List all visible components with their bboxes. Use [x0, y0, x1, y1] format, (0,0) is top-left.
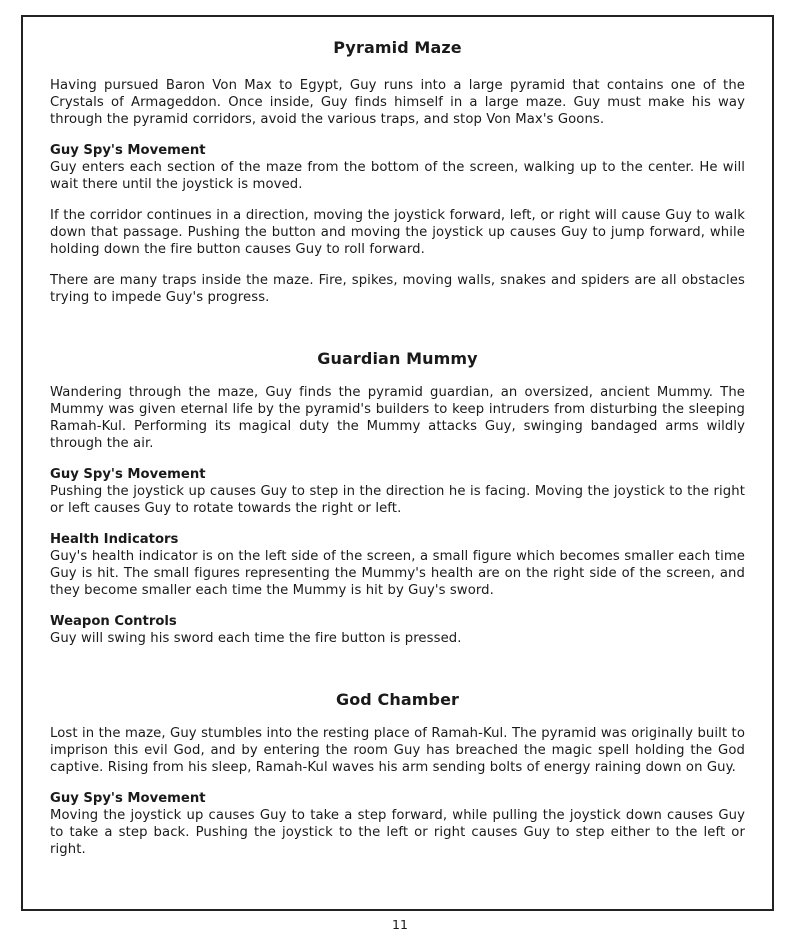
subheading: Guy Spy's Movement [50, 791, 206, 806]
subheading: Guy Spy's Movement [50, 467, 206, 482]
section-intro: Wandering through the maze, Guy finds the pyramid guardian, an oversized, ancient Mummy. The Mummy was given eternal life by the pyramid's builders to keep intruders from disturbing the sleeping Ramah-Kul. Performing its magical duty the Mummy attacks Guy, swinging bandaged arms wildly through the air. [50, 385, 745, 451]
subheading: Guy Spy's Movement [50, 143, 206, 158]
section-title: God Chamber [335, 690, 460, 709]
paragraph: Pushing the joystick up causes Guy to step in the direction he is facing. Moving the joystick to the right or left causes Guy to rotate towards the right or left. [50, 484, 745, 516]
section-intro: Lost in the maze, Guy stumbles into the resting place of Ramah-Kul. The pyramid was originally built to imprison this evil God, and by entering the room Guy has breached the magic spell holding the God captive. Rising from his sleep, Ramah-Kul waves his arm sending bolts of energy raining down on Guy. [50, 726, 745, 775]
paragraph: If the corridor continues in a direction, moving the joystick forward, left, or right will cause Guy to walk down that passage. Pushing the button and moving the joystick up causes Guy to jump forward, while holding down the fire button causes Guy to roll forward. [50, 208, 745, 257]
section-god-chamber [50, 690, 745, 858]
paragraph: Guy's health indicator is on the left side of the screen, a small figure which becomes smaller each time Guy is hit. The small figures representing the Mummy's health are on the right side of the screen, and they become smaller each time the Mummy is hit by Guy's sword. [50, 549, 745, 598]
page-number: 11 [392, 917, 408, 932]
section-title: Guardian Mummy [317, 349, 478, 368]
page-content [50, 38, 745, 858]
section-intro: Having pursued Baron Von Max to Egypt, Guy runs into a large pyramid that contains one of the Crystals of Armageddon. Once inside, Guy finds himself in a large maze. Guy must make his way through the pyramid corridors, avoid the various traps, and stop Von Max's Goons. [50, 78, 745, 127]
section-guardian-mummy [50, 349, 745, 647]
section-title: Pyramid Maze [333, 38, 462, 57]
paragraph: Moving the joystick up causes Guy to take a step forward, while pulling the joystick down causes Guy to take a step back. Pushing the joystick to the left or right causes Guy to step either to the left or right. [50, 808, 745, 857]
paragraph: Guy will swing his sword each time the fire button is pressed. [50, 631, 462, 646]
paragraph: There are many traps inside the maze. Fire, spikes, moving walls, snakes and spiders are all obstacles trying to impede Guy's progress. [50, 273, 745, 305]
subheading: Weapon Controls [50, 614, 177, 629]
section-pyramid-maze [50, 38, 745, 306]
subheading: Health Indicators [50, 532, 179, 547]
paragraph: Guy enters each section of the maze from the bottom of the screen, walking up to the center. He will wait there until the joystick is moved. [50, 160, 745, 192]
page-border [21, 15, 774, 911]
